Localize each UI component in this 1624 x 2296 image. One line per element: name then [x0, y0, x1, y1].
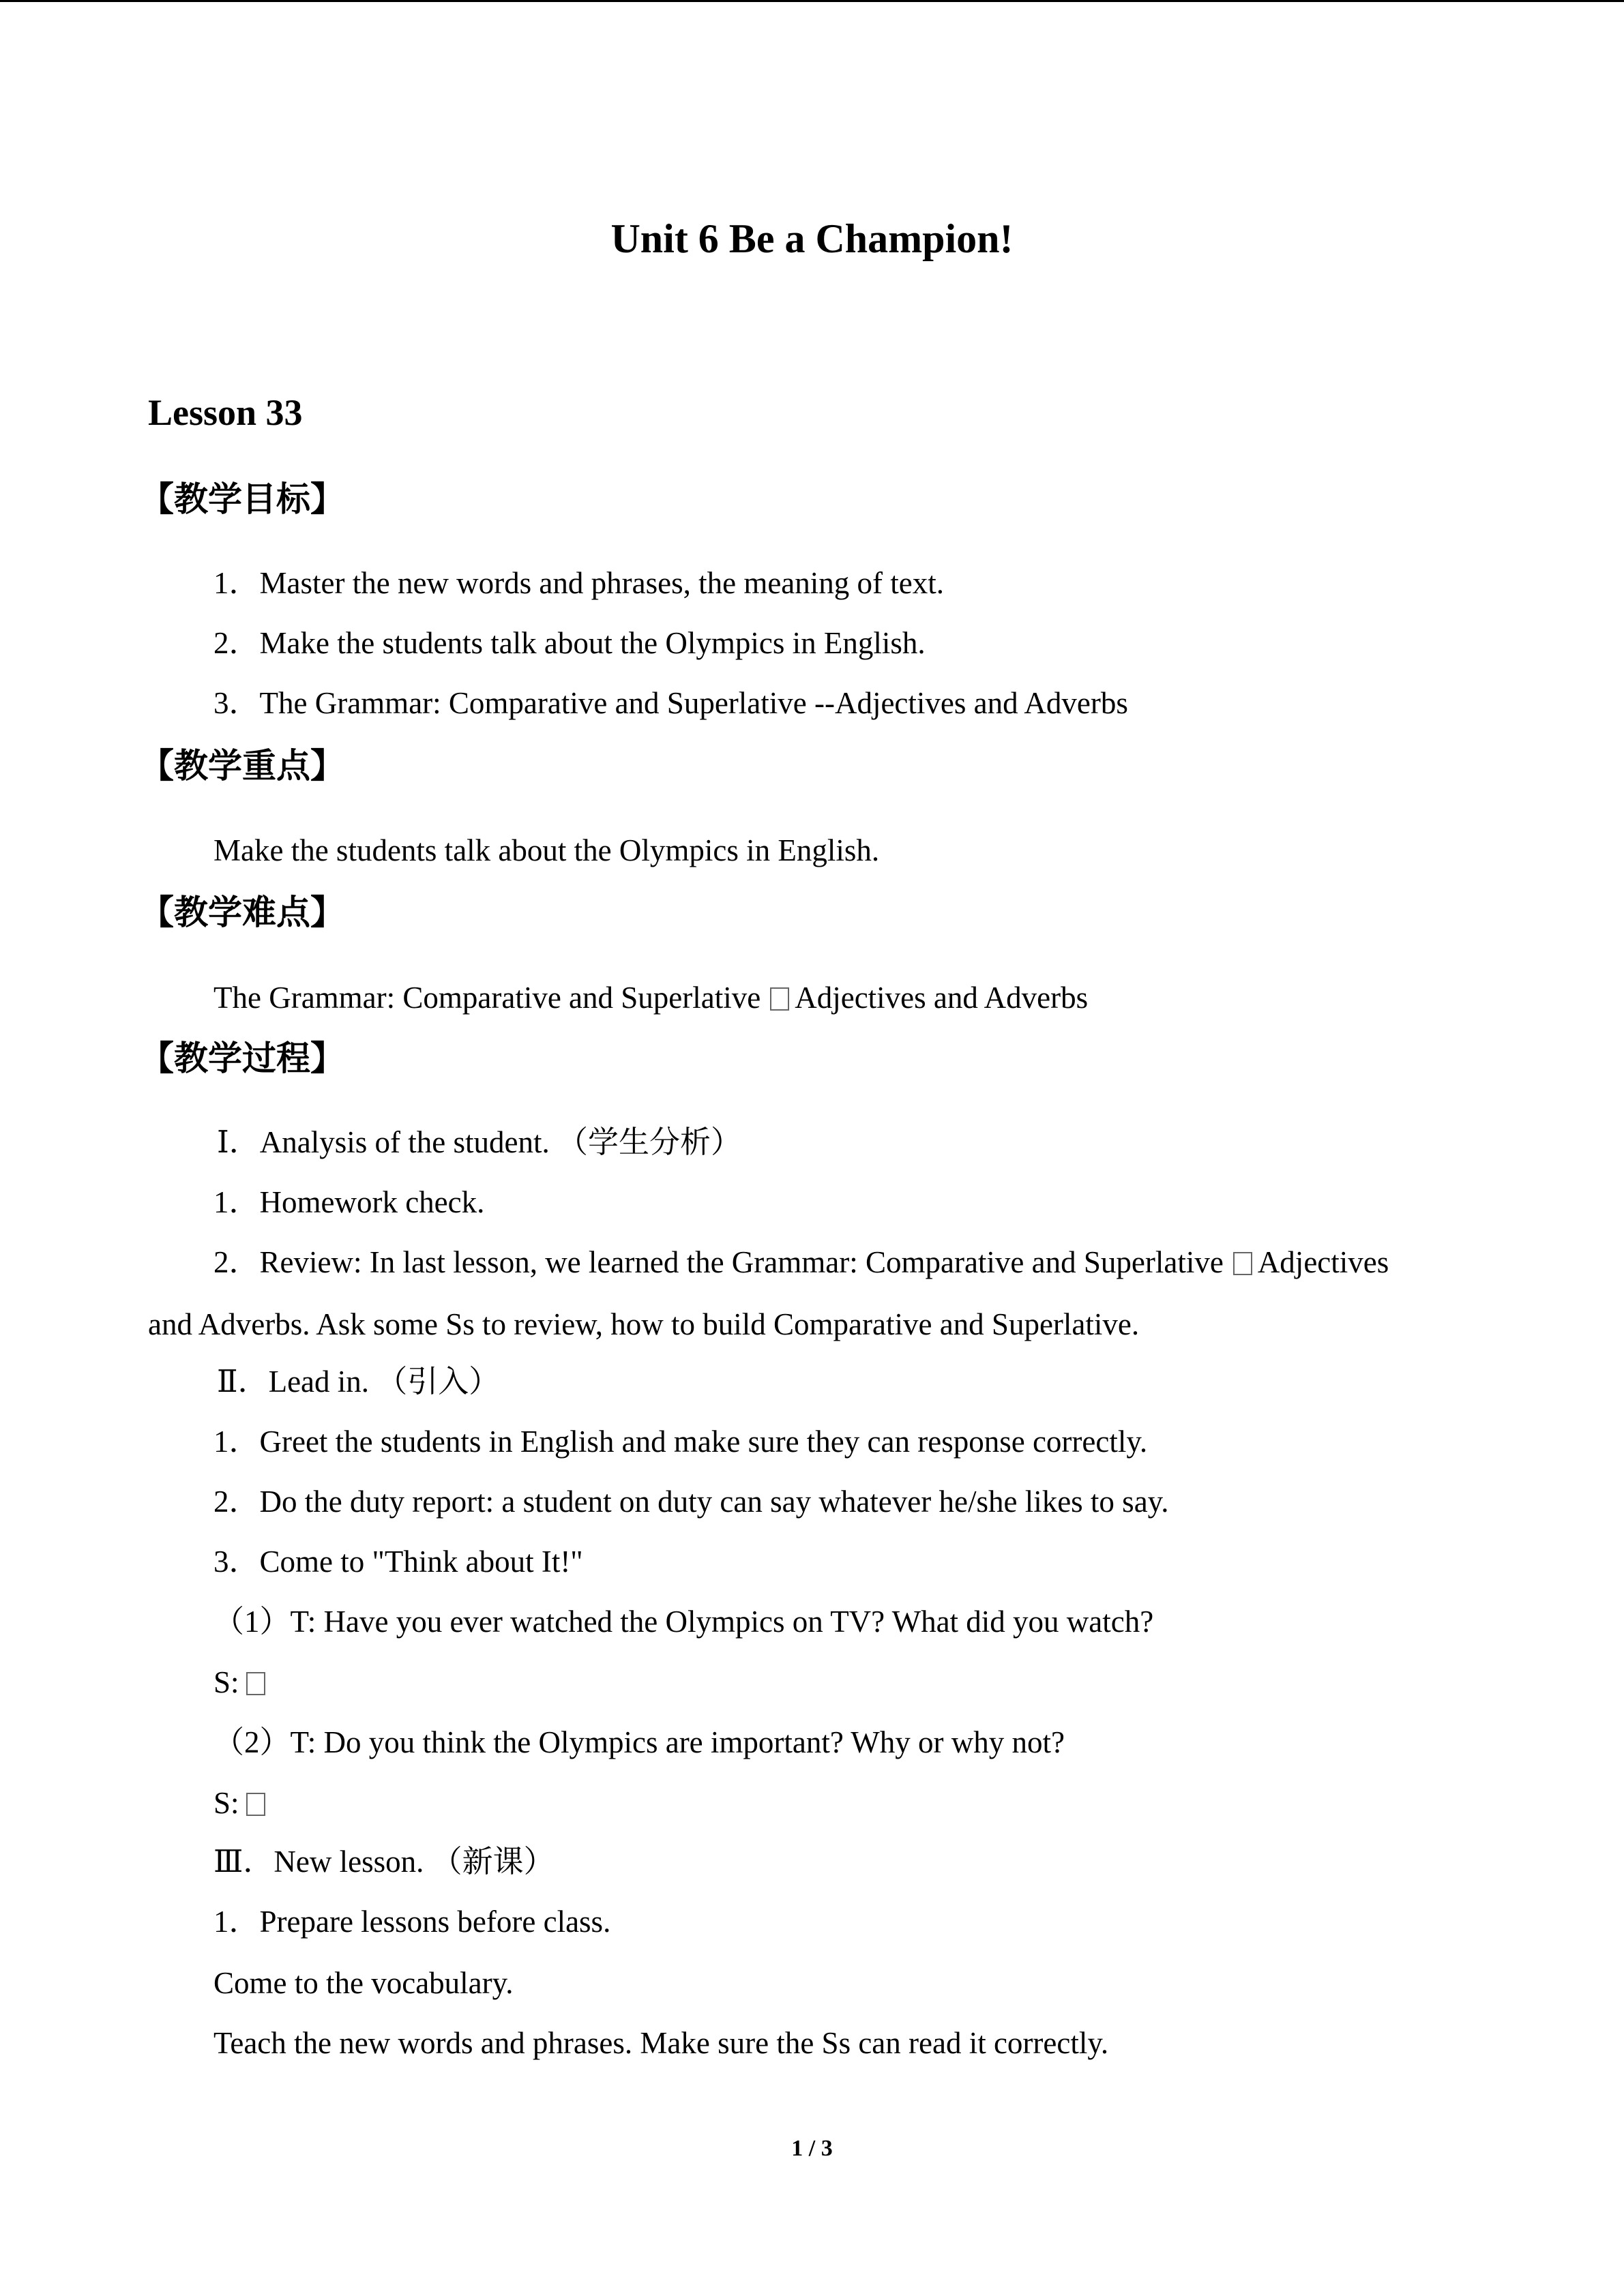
part1-item-2-end: Adjectives — [1257, 1245, 1389, 1279]
part3-item-1: 1．Prepare lessons before class. — [213, 1905, 611, 1939]
answer-label: S: — [213, 1665, 239, 1699]
part2-answer-2 — [213, 1779, 271, 1827]
answer-placeholder-box — [246, 1793, 265, 1816]
part2-item-2: 2．Do the duty report: a student on duty can say whatever he/she likes to say. — [213, 1485, 1169, 1519]
objective-item-text: Make the students talk about the Olympics in English. — [259, 626, 926, 660]
objective-item-2 — [213, 619, 926, 667]
part1-item-2-start: 2．Review: In last lesson, we learned the Grammar: Comparative and Superlative — [213, 1245, 1224, 1279]
part3-label: Ⅲ．New lesson. （新课） — [213, 1845, 555, 1879]
difficulties-text-start: The Grammar: Comparative and Superlative — [213, 981, 761, 1015]
part2-item-3: 3．Come to "Think about It!" — [213, 1545, 583, 1579]
objective-item-text: The Grammar: Comparative and Superlative --Adjectives and Adverbs — [259, 686, 1128, 720]
part3-line-3: Teach the new words and phrases. Make sure the Ss can read it correctly. — [213, 2026, 1109, 2060]
heading-process: 【教学过程】 — [140, 1039, 344, 1078]
objective-item-number: 1． — [213, 566, 260, 600]
heading-difficulties: 【教学难点】 — [140, 893, 344, 932]
objective-item-1 — [213, 559, 944, 607]
answer-label: S: — [213, 1786, 239, 1820]
part1-item-2 — [213, 1238, 1389, 1286]
part1-label: Ⅰ．Analysis of the student. （学生分析） — [217, 1125, 741, 1159]
part3-line-2: Come to the vocabulary. — [213, 1966, 514, 2000]
missing-glyph-box — [1233, 1252, 1252, 1275]
top-border-rule — [0, 0, 1624, 2]
part2-question-2: （2）T: Do you think the Olympics are important? Why or why not? — [213, 1725, 1065, 1759]
heading-key-points: 【教学重点】 — [140, 746, 344, 786]
missing-glyph-box — [770, 987, 789, 1011]
objective-item-text: Master the new words and phrases, the meaning of text. — [259, 566, 944, 600]
objective-item-3 — [213, 679, 1128, 727]
page-number: 1 / 3 — [791, 2136, 833, 2161]
objective-item-number: 2． — [213, 626, 260, 660]
difficulties-text-end: Adjectives and Adverbs — [795, 981, 1089, 1015]
lesson-label: Lesson 33 — [148, 392, 303, 433]
objective-item-number: 3． — [213, 686, 260, 720]
difficulties-text — [213, 974, 1088, 1022]
heading-objectives: 【教学目标】 — [140, 479, 344, 519]
part2-question-1: （1）T: Have you ever watched the Olympics on TV? What did you watch? — [213, 1605, 1154, 1639]
key-points-text: Make the students talk about the Olympics in English. — [213, 833, 880, 867]
answer-placeholder-box — [246, 1672, 265, 1695]
part1-item-1: 1．Homework check. — [213, 1185, 485, 1219]
part1-item-2-continuation: and Adverbs. Ask some Ss to review, how to build Comparative and Superlative. — [148, 1307, 1140, 1341]
document-title: Unit 6 Be a Champion! — [610, 216, 1014, 261]
part2-label: Ⅱ．Lead in. （引入） — [217, 1365, 500, 1399]
part2-item-1: 1．Greet the students in English and make sure they can response correctly. — [213, 1425, 1148, 1459]
part2-answer-1 — [213, 1658, 271, 1706]
